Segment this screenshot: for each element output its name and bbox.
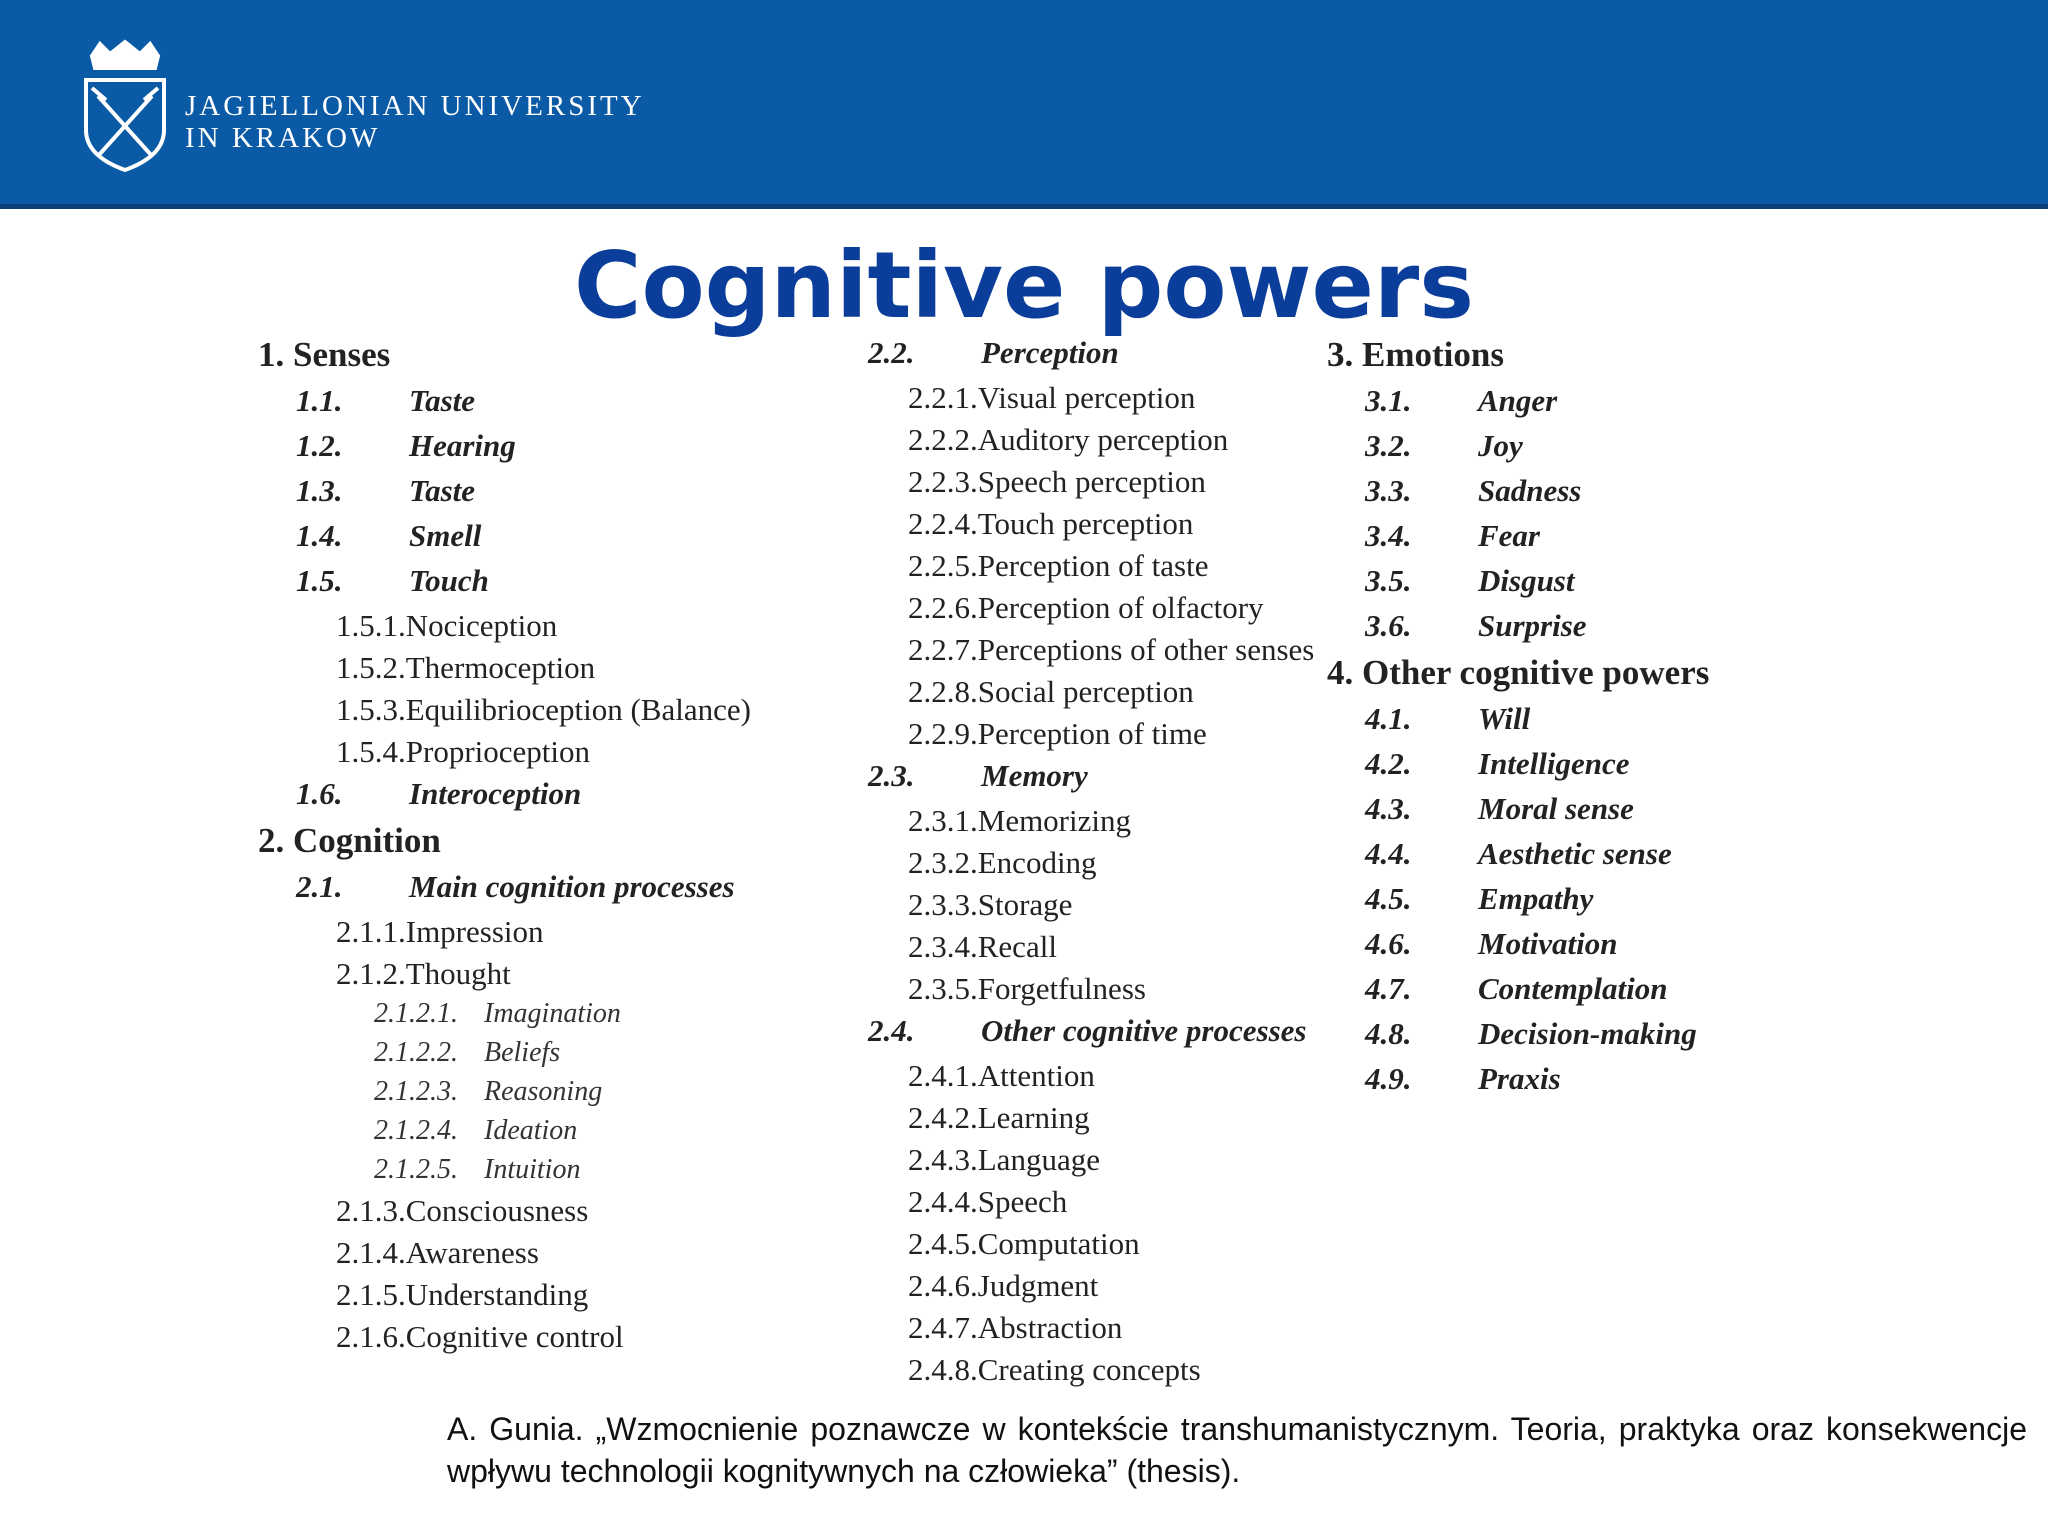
outline-item-label: 2.1.3.Consciousness: [336, 1193, 589, 1228]
outline-item: [868, 758, 1088, 794]
outline-item-label: Praxis: [1478, 1061, 1561, 1096]
outline-item-label: 1.5.1.Nociception: [336, 608, 558, 643]
outline-item: [336, 650, 595, 686]
outline-item-label: 2.4.2.Learning: [908, 1100, 1090, 1135]
outline-item: [296, 383, 475, 419]
outline-item-label: 2.2.6.Perception of olfactory: [908, 590, 1264, 625]
outline-item-label: Imagination: [484, 998, 621, 1029]
outline-item: [1365, 836, 1672, 872]
outline-item-label: 2. Cognition: [258, 821, 441, 860]
outline-item: [1365, 1016, 1697, 1052]
outline-item-label: 2.4.5.Computation: [908, 1226, 1140, 1261]
outline-item: [336, 692, 751, 728]
outline-item-label: 2.2.3.Speech perception: [908, 464, 1206, 499]
outline-item-label: Aesthetic sense: [1478, 836, 1672, 871]
outline-item-label: Beliefs: [484, 1037, 561, 1068]
outline-item-label: Hearing: [409, 428, 516, 463]
outline-item: [1365, 971, 1667, 1007]
outline-item: [908, 1352, 1201, 1388]
outline-item: [908, 803, 1131, 839]
outline-item-number: 3.6.: [1365, 608, 1412, 643]
outline-item-label: Smell: [409, 518, 482, 553]
outline-item-number: 1.5.: [296, 563, 343, 598]
outline-item: [336, 734, 590, 770]
outline-item-number: 1.3.: [296, 473, 343, 508]
outline-item: [868, 335, 1119, 371]
outline-item: [296, 776, 581, 812]
outline-item-label: Will: [1478, 701, 1531, 736]
outline-item-label: 2.4.1.Attention: [908, 1058, 1095, 1093]
outline-item: [374, 1037, 560, 1069]
outline-item-label: 1.5.4.Proprioception: [336, 734, 590, 769]
outline-item: [1365, 701, 1530, 737]
outline-item-label: Ideation: [484, 1115, 578, 1146]
outline-item: [908, 1142, 1100, 1178]
outline-item-label: Joy: [1478, 428, 1523, 463]
outline-item: [908, 1058, 1095, 1094]
outline-item: [296, 473, 475, 509]
outline-item: [1365, 563, 1574, 599]
university-name: [185, 90, 645, 154]
outline-item: [1365, 881, 1593, 917]
outline-item-number: 4.5.: [1365, 881, 1412, 916]
outline-item: [908, 845, 1097, 881]
outline-item-label: 2.1.6.Cognitive control: [336, 1319, 624, 1354]
university-name-line2: IN KRAKOW: [185, 122, 381, 154]
outline-item-number: 1.4.: [296, 518, 343, 553]
outline-item-label: Decision-making: [1478, 1016, 1697, 1051]
outline-item-label: Contemplation: [1478, 971, 1668, 1006]
outline-item-number: 2.1.2.1.: [374, 998, 458, 1029]
outline-item-label: Other cognitive processes: [981, 1013, 1307, 1048]
outline-item-label: 2.4.7.Abstraction: [908, 1310, 1123, 1345]
outline-item: [908, 674, 1194, 710]
outline-item-number: 2.1.2.3.: [374, 1076, 458, 1107]
outline-item: [908, 929, 1057, 965]
outline-item: [908, 971, 1146, 1007]
outline-item: [336, 1235, 539, 1271]
outline-item-label: Memory: [981, 758, 1088, 793]
citation-caption: A. Gunia. „Wzmocnienie poznawcze w kontekście transhumanistycznym. Teoria, praktyka oraz konsekwencje wpływu technologii kognitywnych na człowieka” (thesis).: [447, 1411, 2027, 1489]
outline-item: [1365, 791, 1634, 827]
outline-item-label: 1.5.2.Thermoception: [336, 650, 596, 685]
outline-item: [374, 1076, 602, 1108]
outline-item: [908, 380, 1195, 416]
outline-item: [908, 422, 1228, 458]
outline-item: [908, 590, 1264, 626]
outline-item-number: 1.2.: [296, 428, 343, 463]
outline-item-number: 2.1.2.2.: [374, 1037, 458, 1068]
outline-item-number: 3.5.: [1365, 563, 1412, 598]
outline-item-number: 2.2.: [868, 335, 915, 370]
outline-item-number: 4.9.: [1365, 1061, 1412, 1096]
outline-item-number: 2.1.2.5.: [374, 1154, 458, 1185]
outline-item-label: Fear: [1478, 518, 1540, 553]
outline-item-label: Reasoning: [484, 1076, 603, 1107]
outline-item-label: 1. Senses: [258, 335, 391, 374]
outline-item-number: 3.1.: [1365, 383, 1412, 418]
outline-item-label: 2.2.4.Touch perception: [908, 506, 1194, 541]
outline-item-label: 2.1.4.Awareness: [336, 1235, 539, 1270]
outline-item-label: 2.4.3.Language: [908, 1142, 1100, 1177]
university-name-line1: JAGIELLONIAN UNIVERSITY: [185, 90, 645, 122]
outline-item: [1365, 926, 1618, 962]
outline-item: [1365, 473, 1581, 509]
university-crest-icon: [80, 38, 170, 173]
outline-item-number: 4.6.: [1365, 926, 1412, 961]
outline-item: [336, 914, 544, 950]
outline-item: [908, 1310, 1122, 1346]
outline-item-label: 2.2.7.Perceptions of other senses: [908, 632, 1315, 667]
outline-item-label: Perception: [981, 335, 1119, 370]
outline-item-number: 1.1.: [296, 383, 343, 418]
outline-item-number: 3.4.: [1365, 518, 1412, 553]
outline-item-label: Taste: [409, 383, 476, 418]
outline-item-label: Anger: [1478, 383, 1558, 418]
outline-item-label: 2.3.1.Memorizing: [908, 803, 1131, 838]
outline-item-label: Empathy: [1478, 881, 1594, 916]
outline-item-label: 2.3.2.Encoding: [908, 845, 1097, 880]
outline-item-label: 2.2.9.Perception of time: [908, 716, 1207, 751]
outline-item: [908, 716, 1207, 752]
outline-item-label: 4. Other cognitive powers: [1327, 653, 1710, 692]
outline-item-label: Main cognition processes: [409, 869, 735, 904]
outline-item: [1365, 1061, 1561, 1097]
outline-item: [1327, 653, 1709, 693]
outline-item-number: 4.4.: [1365, 836, 1412, 871]
outline-item: [296, 869, 735, 905]
outline-item-label: Motivation: [1478, 926, 1618, 961]
outline-item-label: 2.3.4.Recall: [908, 929, 1057, 964]
outline-item: [258, 821, 441, 861]
outline-item-label: Moral sense: [1478, 791, 1634, 826]
outline-item: [1365, 428, 1523, 464]
outline-item-label: 2.1.5.Understanding: [336, 1277, 589, 1312]
outline-item-number: 4.7.: [1365, 971, 1412, 1006]
outline-item-label: 2.2.5.Perception of taste: [908, 548, 1209, 583]
outline-item-label: Interoception: [409, 776, 582, 811]
outline-item-label: Sadness: [1478, 473, 1582, 508]
outline-item: [908, 632, 1314, 668]
outline-item-number: 4.8.: [1365, 1016, 1412, 1051]
header-bar: [0, 0, 2048, 209]
outline-item: [296, 563, 489, 599]
outline-item-label: Intuition: [484, 1154, 581, 1185]
outline-item: [296, 428, 516, 464]
outline-item: [908, 1100, 1090, 1136]
outline-item-number: 2.3.: [868, 758, 915, 793]
outline-item: [908, 1226, 1140, 1262]
outline-item-number: 4.1.: [1365, 701, 1412, 736]
outline-item-label: 3. Emotions: [1327, 335, 1504, 374]
outline-item-number: 1.6.: [296, 776, 343, 811]
outline-item-label: 2.2.2.Auditory perception: [908, 422, 1229, 457]
outline-item-label: 2.1.2.Thought: [336, 956, 511, 991]
page-title: Cognitive powers: [573, 232, 1475, 339]
outline-item-number: 3.2.: [1365, 428, 1412, 463]
outline-item-label: 2.3.3.Storage: [908, 887, 1073, 922]
outline-item: [374, 1154, 580, 1186]
outline-item: [1365, 518, 1540, 554]
outline-item-number: 3.3.: [1365, 473, 1412, 508]
outline-item-label: 2.4.4.Speech: [908, 1184, 1068, 1219]
outline-item: [258, 335, 390, 375]
outline-item: [908, 887, 1072, 923]
outline-item: [868, 1013, 1306, 1049]
outline-item: [908, 548, 1208, 584]
outline-item: [374, 998, 621, 1030]
outline-item: [374, 1115, 577, 1147]
outline-item-number: 2.1.: [296, 869, 343, 904]
outline-item: [1365, 608, 1587, 644]
outline-item-label: 2.4.8.Creating concepts: [908, 1352, 1201, 1387]
outline-item: [336, 1193, 588, 1229]
outline-item-label: 1.5.3.Equilibrioception (Balance): [336, 692, 751, 727]
outline-item: [336, 1319, 624, 1355]
outline-item-label: Surprise: [1478, 608, 1587, 643]
outline-item-number: 4.2.: [1365, 746, 1412, 781]
outline-item-label: Disgust: [1478, 563, 1575, 598]
outline-item: [1327, 335, 1504, 375]
outline-item-number: 2.1.2.4.: [374, 1115, 458, 1146]
outline-item: [908, 506, 1193, 542]
outline-item-label: 2.2.1.Visual perception: [908, 380, 1196, 415]
outline-item: [908, 1268, 1098, 1304]
outline-item: [336, 1277, 588, 1313]
outline-item-label: 2.1.1.Impression: [336, 914, 544, 949]
outline-item: [336, 956, 511, 992]
outline-item-label: 2.4.6.Judgment: [908, 1268, 1099, 1303]
outline-item: [296, 518, 481, 554]
outline-item-label: Intelligence: [1478, 746, 1630, 781]
outline-item: [336, 608, 557, 644]
outline-item-label: 2.2.8.Social perception: [908, 674, 1194, 709]
outline-item: [1365, 383, 1557, 419]
outline-item: [1365, 746, 1630, 782]
outline-item-label: Taste: [409, 473, 476, 508]
outline-item-number: 4.3.: [1365, 791, 1412, 826]
outline-item-number: 2.4.: [868, 1013, 915, 1048]
outline-item-label: 2.3.5.Forgetfulness: [908, 971, 1146, 1006]
outline-item: [908, 464, 1206, 500]
outline-item: [908, 1184, 1067, 1220]
outline-item-label: Touch: [409, 563, 489, 598]
